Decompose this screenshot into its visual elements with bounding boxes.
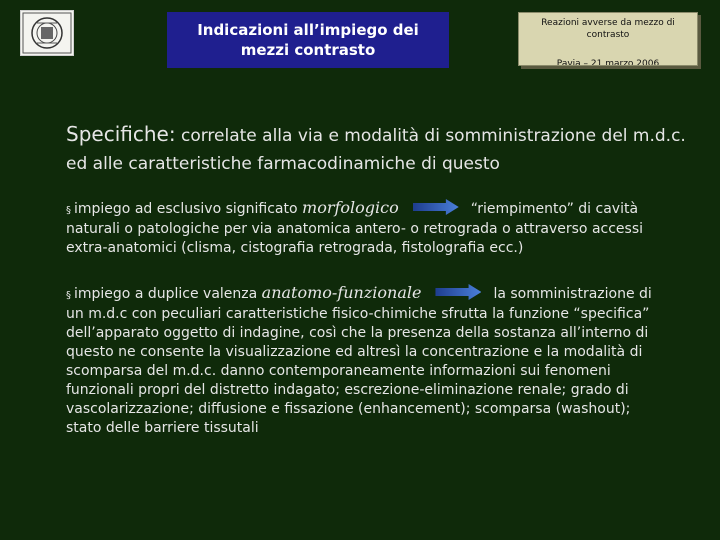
reference-box — [518, 12, 698, 66]
bullet-icon: § — [66, 290, 71, 301]
section-heading — [66, 120, 706, 178]
reference-subtext: Pavia – 21 marzo 2006 — [556, 59, 660, 66]
right-arrow-icon — [413, 199, 459, 215]
bullet-icon: § — [66, 205, 71, 216]
item1-emphasis: morfologico — [302, 198, 399, 217]
item2-emphasis: anatomo-funzionale — [261, 283, 422, 302]
item2-prefix: impiego a duplice valenza — [74, 286, 262, 302]
university-seal-icon — [20, 10, 74, 56]
slide-title: Indicazioni all’impiego dei mezzi contrasto — [167, 12, 449, 68]
heading-lead: Specifiche: — [66, 122, 176, 146]
reference-text: Reazioni avverse da mezzo di contrasto — [541, 18, 675, 40]
bullet-item-morphological — [66, 198, 666, 258]
right-arrow-icon — [435, 284, 481, 300]
heading-rest: correlate alla via e modalità di somministrazione del m.d.c. ed alle caratteristiche farmacodinamiche di questo — [66, 126, 686, 174]
bullet-item-functional — [66, 283, 666, 438]
item1-text: “riempimento” di cavità naturali o patologiche per via anatomica antero- o retrograda o attraverso accessi extra-anatomici (clisma, cistografia retrograda, fistolografia ecc.) — [66, 201, 644, 256]
item1-prefix: impiego ad esclusivo significato — [74, 201, 303, 217]
item2-text: la somministrazione di un m.d.c con peculiari caratteristiche fisico-chimiche sfrutta la funzione “specifica” dell’apparato oggetto di indagine, così che la presenza della sostanza all’interno di questo ne consente la visualizzazione ed altresì la concentrazione e la modalità di scomparsa del m.d.c. danno contemporaneamente informazioni sui fenomeni funzionali propri del distretto indagato; escrezione-eliminazione renale; grado di vascolarizzazione; diffusione e fissazione (enhancement); scomparsa (washout); stato delle barriere tissutali — [66, 286, 652, 436]
